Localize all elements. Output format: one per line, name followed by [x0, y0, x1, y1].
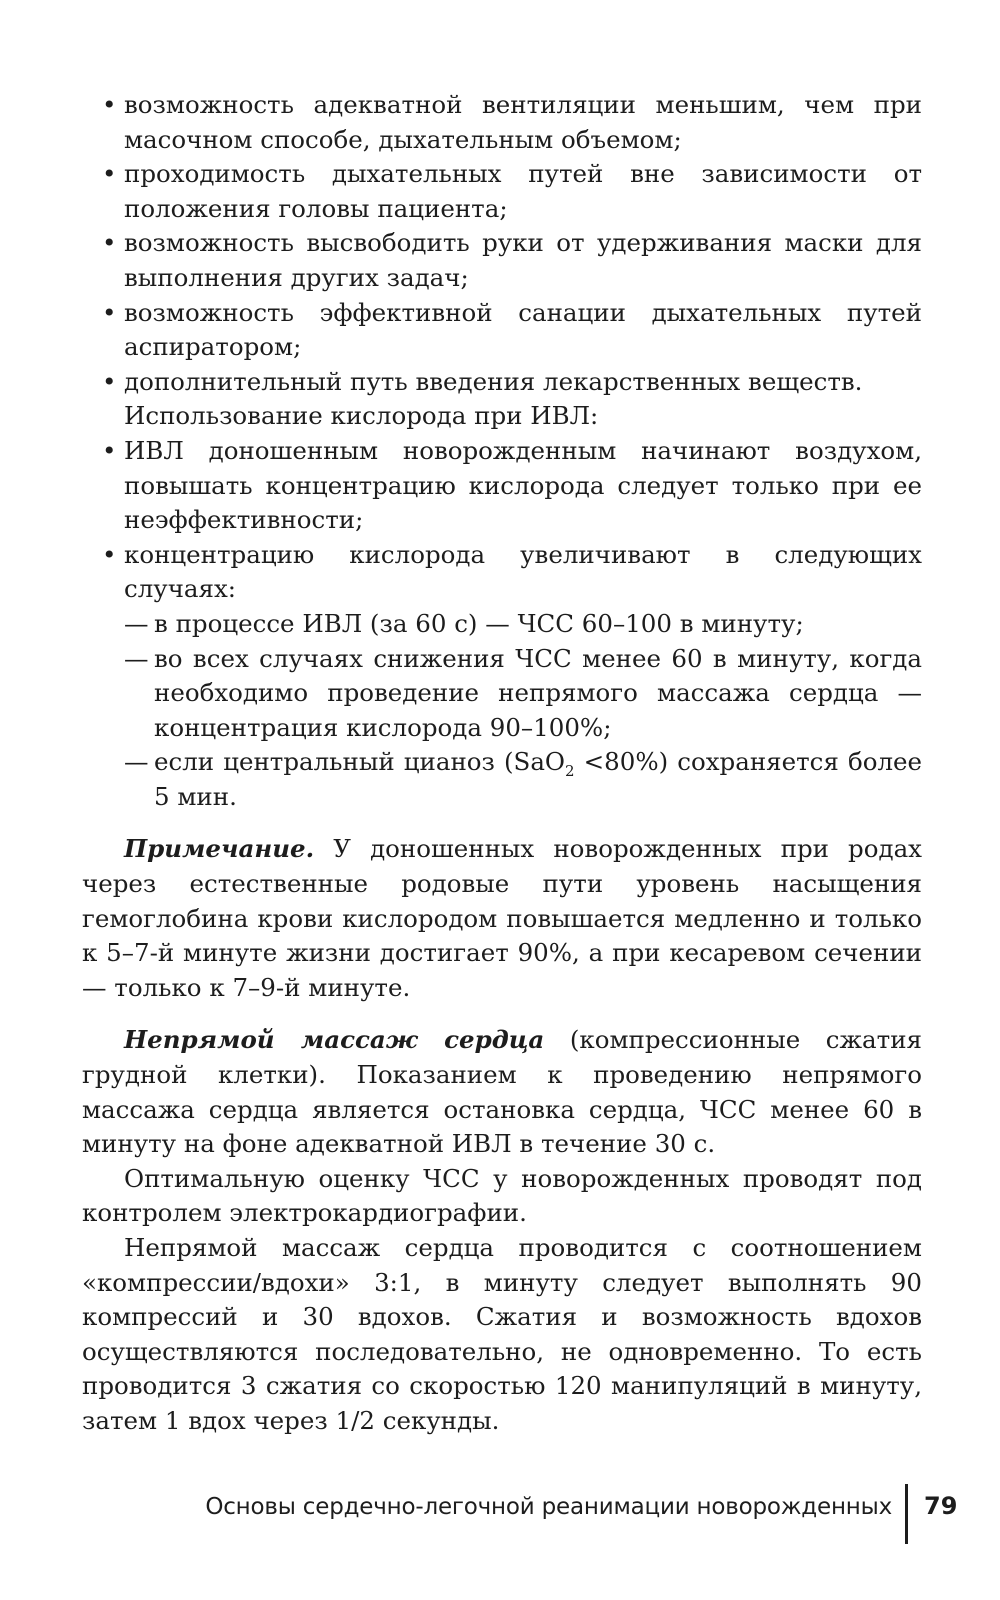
list-item: • возможность высвободить руки от удерживания маски для выполнения других задач; — [82, 226, 922, 295]
page-number: 79 — [924, 1492, 958, 1520]
list-item: • возможность адекватной вентиляции меньшим, чем при масочном способе, дыхательным объемом; — [82, 88, 922, 157]
cyanosis-text: если центральный цианоз (SaO — [154, 747, 566, 777]
paragraph: Непрямой массаж сердца проводится с соотношением «компрессии/вдохи» 3:1, в минуту следует выполнять 90 компрессий и 30 вдохов. Сжатия и возможность вдохов осуществляются последовательно, не одновременно. То есть проводится 3 сжатия со скоростью 120 манипуляций в минуту, затем 1 вдох через 1/2 секунды. — [82, 1233, 922, 1435]
note-text: У доношенных новорожденных при родах через естественные родовые пути уровень насыщения гемоглобина крови кислородом повышается медленно и только к 5–7-й минуте жизни достигает 90%, а при кесаревом сечении — только к 7–9-й минуте. — [82, 834, 922, 1002]
cpr-paragraph — [82, 1023, 922, 1161]
list-item — [124, 745, 922, 814]
oxygen-list — [82, 434, 922, 815]
cyanosis-text-end: <80%) сохраняется более 5 мин. — [154, 747, 922, 811]
list-item: • возможность эффективной санации дыхательных путей аспиратором; — [82, 296, 922, 365]
list-item: • ИВЛ доношенным новорожденным начинают воздухом, повышать концентрацию кислорода следует только при ее неэффективности; — [82, 434, 922, 538]
footer-divider — [905, 1484, 908, 1544]
paragraph: Оптимальную оценку ЧСС у новорожденных проводят под контролем электрокардиографии. — [82, 1163, 922, 1228]
list-item — [82, 538, 922, 815]
list-item: — в процессе ИВЛ (за 60 с) — ЧСС 60–100 в минуту; — [124, 607, 922, 642]
cpr-label: Непрямой массаж сердца — [124, 1025, 545, 1055]
advantages-list — [82, 88, 922, 399]
list-item: • проходимость дыхательных путей вне зависимости от положения головы пациента; — [82, 157, 922, 226]
list-item: • дополнительный путь введения лекарственных веществ. — [82, 365, 922, 400]
running-title: Основы сердечно-легочной реанимации новорожденных — [205, 1494, 892, 1520]
page-footer — [0, 1484, 1000, 1544]
note-label: Примечание. — [124, 834, 315, 864]
subscript: 2 — [565, 762, 575, 781]
cpr-text: (компрессионные сжатия грудной клетки). Показанием к проведению непрямого массажа сердца является остановка сердца, ЧСС менее 60 в минуту на фоне адекватной ИВЛ в течение 30 с. — [82, 1025, 922, 1159]
note-paragraph — [82, 832, 922, 1005]
oxygen-heading: Использование кислорода при ИВЛ: — [124, 401, 599, 431]
oxygen-cases-list — [124, 607, 922, 815]
list-item: — во всех случаях снижения ЧСС менее 60 в минуту, когда необходимо проведение непрямого массажа сердца — концентрация кислорода 90–100%; — [124, 642, 922, 746]
list-item-text: концентрацию кислорода увеличивают в следующих случаях: — [124, 539, 922, 604]
page-body — [82, 88, 922, 1439]
